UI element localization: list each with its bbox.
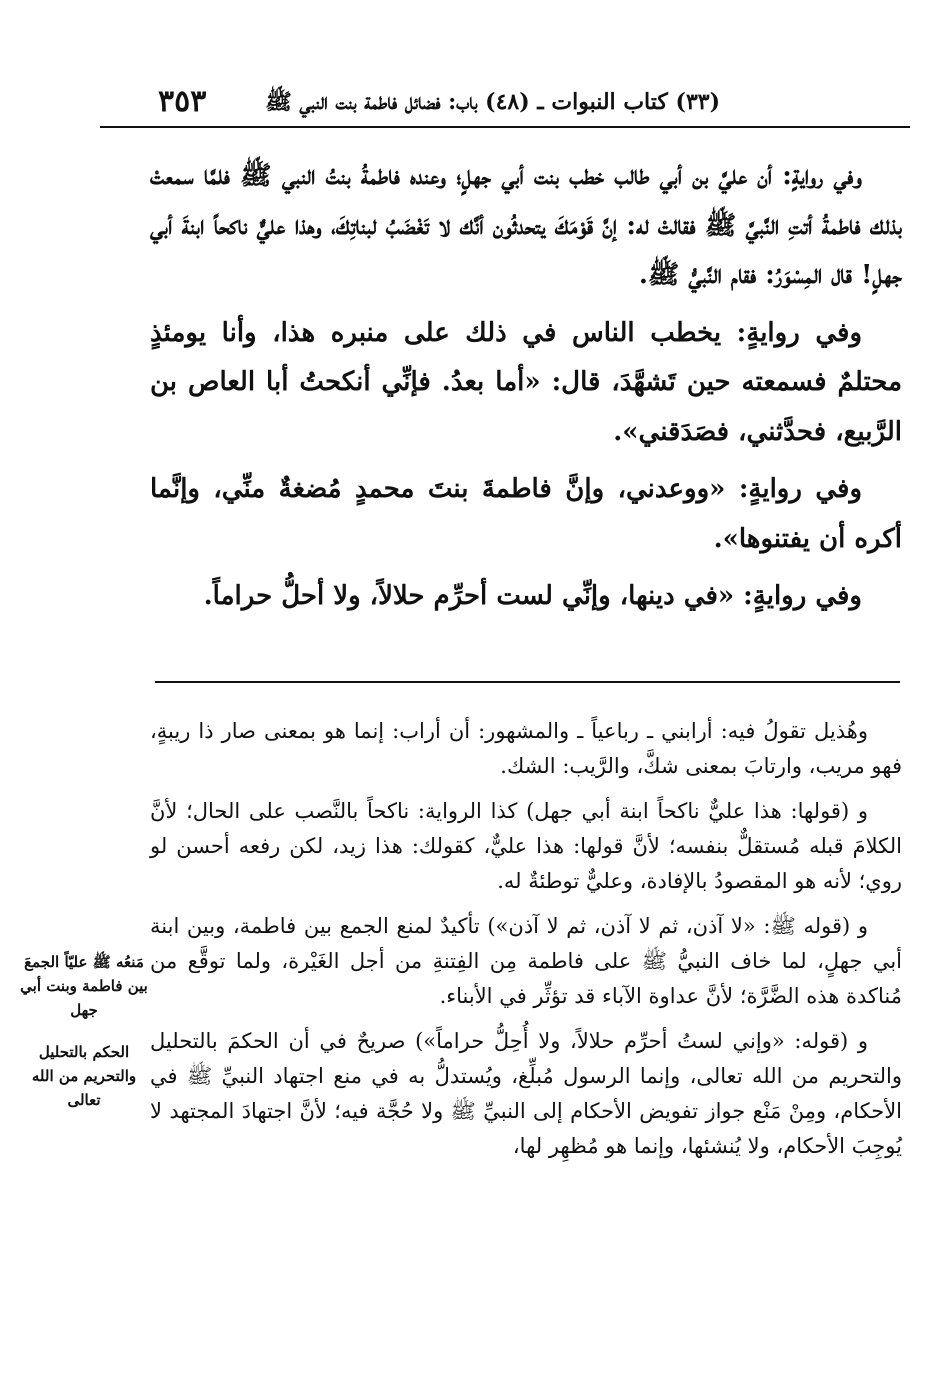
commentary-paragraph: و (قوله ﷺ: «لا آذن، ثم لا آذن، ثم لا آذن») تأكيدٌ لمنع الجمع بين فاطمة، وبين ابنة أبي جهلٍ، لما خاف النبيُّ ﷺ على فاطمة مِن الفِتنةِ من أجل الغَيْرة، ولما توقَّع من مُناكدة هذه الضَّرَّة؛ لأنَّ عداوة الآباء قد تؤثِّر في الأبناء. [150,914,902,1008]
page-number: ٣٥٣ [158,84,207,119]
main-paragraph: وفي روايةٍ: «في دينها، وإنِّي لست أحرِّم حلالاً، ولا أحلُّ حراماً. [203,581,862,611]
commentary-paragraph: و (قوله: «وإني لستُ أحرِّم حلالاً، ولا أُحِلُّ حراماً») صريحٌ في أن الحكمَ بالتحليل والتحريم من الله تعالى، وإنما الرسول مُبلِّغ، ويُستدلُّ به في منع اجتهاد النبيِّ ﷺ في الأحكام، ومِنْ مَنْع جواز تفويض الأحكام إلى النبيِّ ﷺ ولا حُجَّة فيه؛ لأنَّ اجتهادَ المجتهد لا يُوجِبَ الأحكام، ولا يُنشئها، وإنما هو مُظهِر لها، [150,1029,902,1158]
main-paragraph: وفي روايةٍ: «ووعدني، وإنَّ فاطمةَ بنتَ محمدٍ مُضغةٌ منِّي، وإنَّما أكره أن يفتنوها». [150,474,902,554]
running-title: (٣٣) كتاب النبوات ـ (٤٨) باب: فضائل فاطمة بنت النبي ﷺ [265,89,720,115]
commentary-paragraph: و (قولها: هذا عليٌّ ناكحاً ابنة أبي جهل) كذا الرواية: ناكحاً بالنَّصب على الحال؛ لأنَّ الكلامَ قبله مُستقلٌّ بنفسه؛ لأنَّ قولها: هذا عليٌّ، كقولك: هذا زيد، لكن رفعه أحسن لو روي؛ لأنه هو المقصودُ بالإفادة، وعليٌّ توطئةٌ له. [150,799,902,893]
main-text [150,152,902,630]
footnote-divider [155,681,900,683]
main-paragraph: وفي روايةٍ: أن عليَّ بن أبي طالب خطب بنت أبي جهلٍ؛ وعنده فاطمةُ بنتُ النبي ﷺ فلمَّا سمعتْ بذلك فاطمةُ أتتِ النَّبيَّ ﷺ فقالتْ له: إنَّ قَوْمَكَ يتحدثُون أنَّك لا تَغْضَبُ لبناتِكَ، وهذا عليٌّ ناكحاً ابنةَ أبي جهلٍ! قال المِسْوَرُ: فقام النَّبيُّ ﷺ. [150,161,902,290]
margin-note: مَنعُه ﷺ عليّاً الجمعَ بين فاطمة وبنت أبي جهل [20,953,148,1019]
margin-notes [20,950,148,1130]
page-header [100,78,910,128]
margin-note: الحكم بالتحليل والتحريم من الله تعالى [31,1043,137,1109]
main-paragraph: وفي روايةٍ: يخطب الناس في ذلك على منبره هذا، وأنا يومئذٍ محتلمٌ فسمعته حين تَشهَّدَ، قال: «أما بعدُ. فإنِّي أنكحتُ أبا العاص بن الرَّبيع، فحدَّثني، فصَدَقني». [150,317,902,447]
commentary [150,714,902,1174]
commentary-paragraph: وهُذيل تقولُ فيه: أرابني ـ رباعياً ـ والمشهور: أن أراب: إنما هو بمعنى صار ذا ريبةٍ، فهو مريب، وارتابَ بمعنى شكَّ، والرَّيب: الشك. [150,719,902,778]
